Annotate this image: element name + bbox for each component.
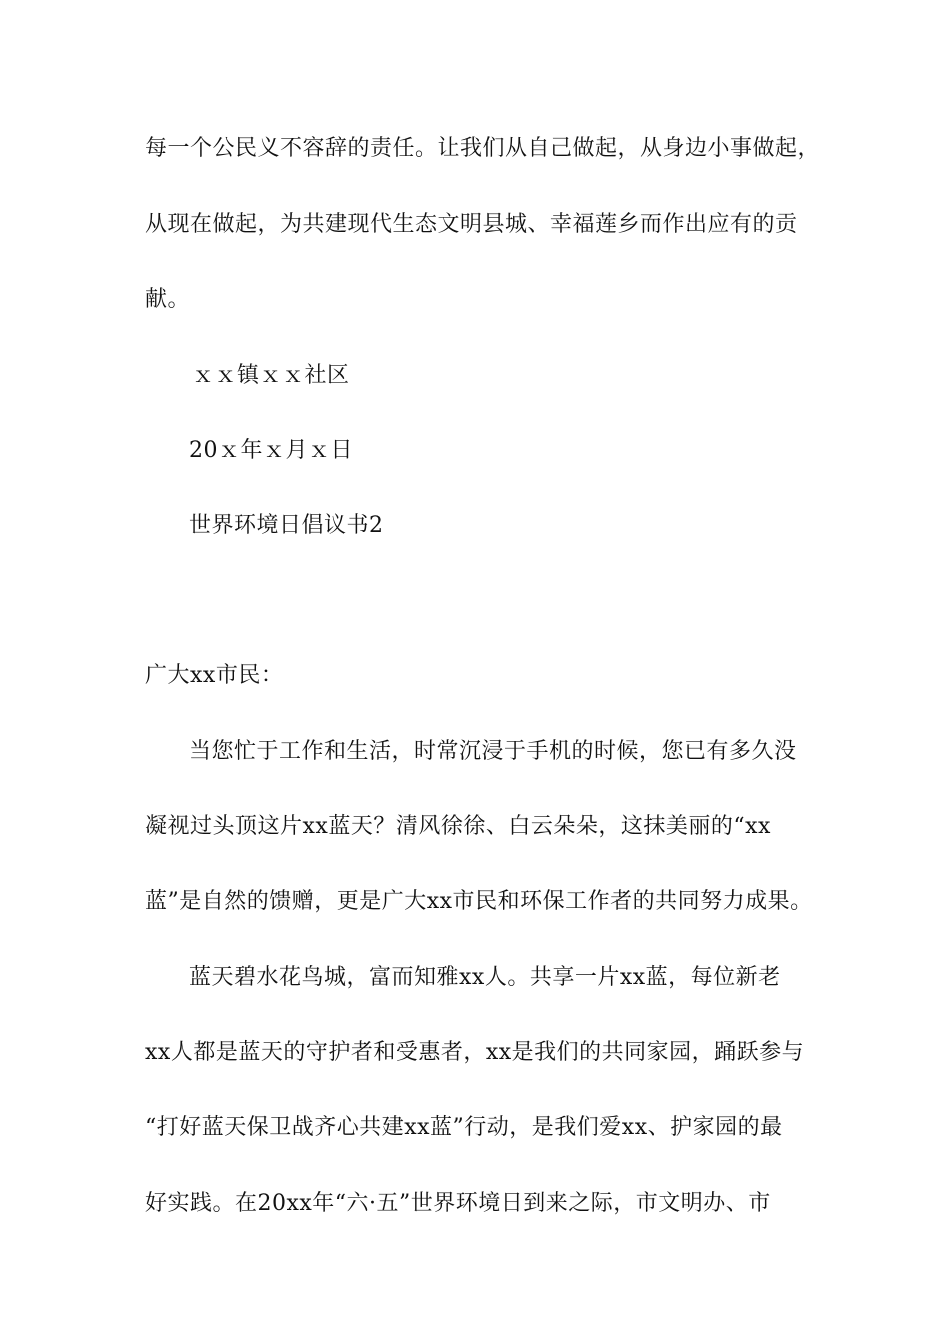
signature-organization: ｘｘ镇ｘｘ社区 [192, 363, 350, 388]
paragraph-line: 当您忙于工作和生活，时常沉浸于手机的时候，您已有多久没 [189, 739, 797, 764]
paragraph-line: 蓝”是自然的馈赠，更是广大xx市民和环保工作者的共同努力成果。 [145, 889, 813, 914]
paragraph-line: “打好蓝天保卫战齐心共建xx蓝”行动，是我们爱xx、护家园的最 [145, 1115, 783, 1140]
paragraph-line: 好实践。在20xx年“六·五”世界环境日到来之际，市文明办、市 [145, 1191, 771, 1216]
body-text-line: 从现在做起，为共建现代生态文明县城、幸福莲乡而作出应有的贡 [145, 212, 798, 237]
document-title: 世界环境日倡议书2 [189, 513, 384, 538]
paragraph-line: 凝视过头顶这片xx蓝天？清风徐徐、白云朵朵，这抹美丽的“xx [145, 814, 771, 839]
paragraph-line: xx人都是蓝天的守护者和受惠者，xx是我们的共同家园，踊跃参与 [145, 1040, 805, 1065]
signature-date: 20ｘ年ｘ月ｘ日 [189, 438, 353, 463]
body-text-line: 献。 [145, 287, 191, 312]
body-text-line: 每一个公民义不容辞的责任。让我们从自己做起，从身边小事做起， [145, 136, 821, 161]
paragraph-line: 蓝天碧水花鸟城，富而知雅xx人。共享一片xx蓝，每位新老 [189, 965, 781, 990]
salutation: 广大xx市民： [145, 663, 284, 688]
